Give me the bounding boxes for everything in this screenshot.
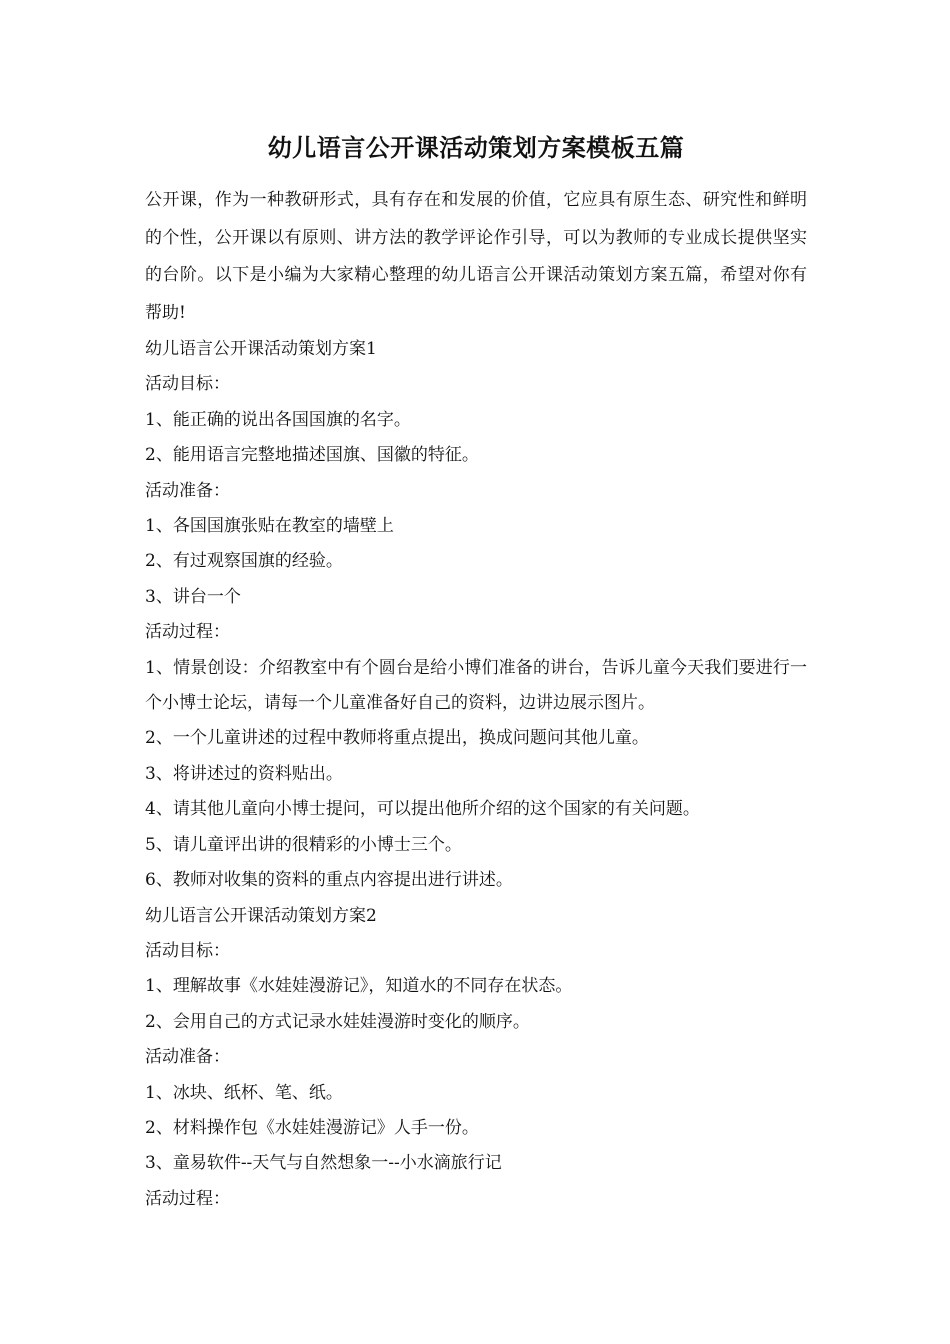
plan1-goal-item: 2、能用语言完整地描述国旗、国徽的特征。: [145, 445, 479, 466]
plan1-heading: 幼儿语言公开课活动策划方案1: [145, 339, 377, 359]
plan2-goal-label: 活动目标：: [145, 940, 230, 961]
plan1-process-label: 活动过程：: [145, 622, 230, 643]
plan1-step-item: 3、将讲述过的资料贴出。: [145, 763, 343, 784]
plan1-step-item: 2、一个儿童讲述的过程中教师将重点提出，换成问题问其他儿童。: [145, 728, 649, 749]
plan1-prep-item: 3、讲台一个: [145, 586, 241, 607]
plan2-prep-item: 2、材料操作包《水娃娃漫游记》人手一份。: [145, 1117, 479, 1138]
plan1-step-item: 1、情景创设：介绍教室中有个圆台是给小博们准备的讲台，告诉儿童今天我们要进行一个小博士论坛，请每一个儿童准备好自己的资料，边讲边展示图片。: [145, 657, 807, 714]
plan1-step-item: 4、请其他儿童向小博士提问，可以提出他所介绍的这个国家的有关问题。: [145, 799, 700, 820]
plan2-prep-item: 1、冰块、纸杯、笔、纸。: [145, 1082, 343, 1103]
plan1-prep-item: 2、有过观察国旗的经验。: [145, 551, 343, 572]
plan2-prep-label: 活动准备：: [145, 1047, 230, 1068]
plan2-prep-item: 3、童易软件--天气与自然想象一--小水滴旅行记: [145, 1153, 502, 1174]
plan1-step-item: 5、请儿童评出讲的很精彩的小博士三个。: [145, 834, 462, 855]
plan1-goal-item: 1、能正确的说出各国国旗的名字。: [145, 409, 411, 430]
intro-paragraph: 公开课，作为一种教研形式，具有存在和发展的价值，它应具有原生态、研究性和鲜明的个性，公开课以有原则、讲方法的教学评论作引导，可以为教师的专业成长提供坚实的台阶。以下是小编为大家精心整理的幼儿语言公开课活动策划方案五篇，希望对你有帮助!: [145, 190, 807, 323]
plan1-goal-label: 活动目标：: [145, 374, 230, 395]
plan2-process-label: 活动过程：: [145, 1188, 230, 1209]
plan1-step-item: 6、教师对收集的资料的重点内容提出进行讲述。: [145, 870, 513, 891]
plan1-prep-label: 活动准备：: [145, 480, 230, 501]
plan2-goal-item: 2、会用自己的方式记录水娃娃漫游时变化的顺序。: [145, 1011, 530, 1032]
document-page: [145, 128, 807, 1217]
plan2-heading: 幼儿语言公开课活动策划方案2: [145, 905, 377, 926]
document-title: 幼儿语言公开课活动策划方案模板五篇: [267, 133, 685, 162]
plan2-goal-item: 1、理解故事《水娃娃漫游记》，知道水的不同存在状态。: [145, 976, 573, 997]
plan1-prep-item: 1、各国国旗张贴在教室的墙壁上: [145, 516, 394, 537]
